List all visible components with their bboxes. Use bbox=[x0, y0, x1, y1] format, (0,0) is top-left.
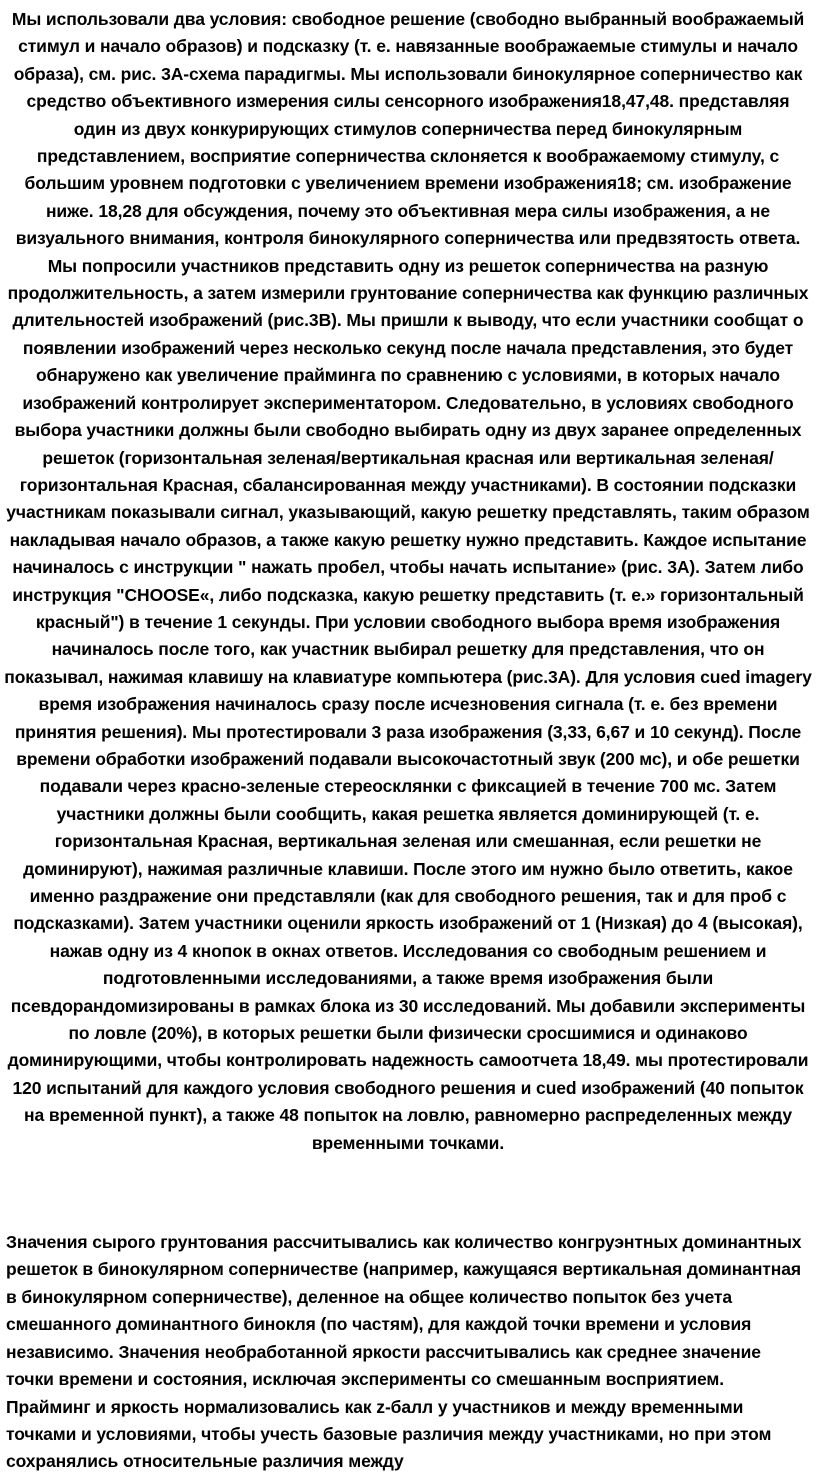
methods-paragraph-analysis: Значения сырого грунтования рассчитывались как количество конгруэнтных доминантных решеток в бинокулярном соперничестве (например, кажущаяся вертикальная доминантная в бинокулярном соперничестве), деленное на общее количество попыток без учета смешанного доминантного бинокля (по частям), для каждой точки времени и условия независимо. Значения необработанной яркости рассчитывались как среднее значение точки времени и состояния, исключая эксперименты со смешанным восприятием. Прайминг и яркость нормализовались как z-балл у участников и между временными точками и условиями, чтобы учесть базовые различия между участниками, но при этом сохранялись относительные различия между bbox=[6, 1232, 802, 1472]
methods-paragraph-conditions: Мы использовали два условия: свободное решение (свободно выбранный воображаемый стимул и начало образов) и подсказку (т. е. навязанные воображаемые стимулы и начало образа), см. рис. 3А-схема парадигмы. Мы использовали бинокулярное соперничество как средство объективного измерения силы сенсорного изображения18,47,48. представляя один из двух конкурирующих стимулов соперничества перед бинокулярным представлением, восприятие соперничества склоняется к воображаемому стимулу, с большим уровнем подготовки с увеличением времени изображения18; см. изображение ниже. 18,28 для обсуждения, почему это объективная мера силы изображения, а не визуального внимания, контроля бинокулярного соперничества или предвзятость ответа. Мы попросили участников представить одну из решеток соперничества на разную продолжительность, а затем измерили грунтование соперничества как функцию различных длительностей изображений (рис.3B). Мы пришли к выводу, что если участники сообщат о появлении изображений через несколько секунд после начала представления, это будет обнаружено как увеличение прайминга по сравнению с условиями, в которых начало изображений контролирует экспериментатором. Следовательно, в условиях свободного выбора участники должны были свободно выбирать одну из двух заранее определенных решеток (горизонтальная зеленая/вертикальная красная или вертикальная зеленая/горизонтальная Красная, сбалансированная между участниками). В состоянии подсказки участникам показывали сигнал, указывающий, какую решетку представлять, таким образом накладывая начало образов, а также какую решетку нужно представить. Каждое испытание начиналось с инструкции " нажать пробел, чтобы начать испытание» (рис. 3А). Затем либо инструкция "CHOOSE«, либо подсказка, какую решетку представить (т. е.» горизонтальный красный") в течение 1 секунды. При условии свободного выбора время изображения начиналось после того, как участник выбирал решетку для представления, что он показывал, нажимая клавишу на клавиатуре компьютера (рис.3А). Для условия cued imagery время изображения начиналось сразу после исчезновения сигнала (т. е. без времени принятия решения). Мы протестировали 3 раза изображения (3,33, 6,67 и 10 секунд). После времени обработки изображений подавали высокочастотный звук (200 мс), и обе решетки подавали через красно-зеленые стереосклянки с фиксацией в течение 700 мс. Затем участники должны были сообщить, какая решетка является доминирующей (т. е. горизонтальная Красная, вертикальная зеленая или смешанная, если решетки не доминируют), нажимая различные клавиши. После этого им нужно было ответить, какое именно раздражение они представляли (как для свободного решения, так и для проб с подсказками). Затем участники оценили яркость изображений от 1 (Низкая) до 4 (высокая), нажав одну из 4 кнопок в окнах ответов. Исследования со свободным решением и подготовленными исследованиями, а также время изображения были псевдорандомизированы в рамках блока из 30 исследований. Мы добавили эксперименты по ловле (20%), в которых решетки были физически сросшимися и одинаково доминирующими, чтобы контролировать надежность самоотчета 18,49. мы протестировали 120 испытаний для каждого условия свободного решения и cued изображений (40 попыток на временной пункт), а также 48 попыток на ловлю, равномерно распределенных между временными точками. bbox=[4, 9, 812, 1153]
